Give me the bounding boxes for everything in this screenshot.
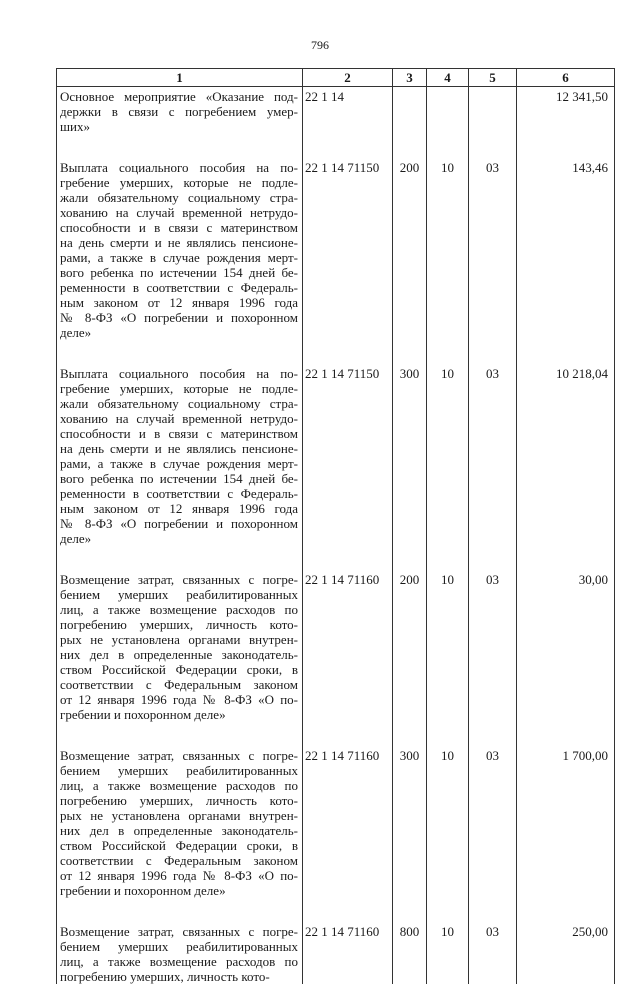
row-subsection-code: 03: [469, 922, 517, 984]
row-amount: 10 218,04: [517, 364, 615, 546]
spacer-cell: [469, 722, 517, 746]
table-row: [57, 746, 615, 898]
description-line: погребению умерших, личность кото-: [60, 969, 298, 984]
row-spacer: [57, 546, 615, 570]
description-line: хованию на случай временной нетрудо-: [60, 411, 298, 426]
description-line: от 12 января 1996 года № 8-ФЗ «О по-: [60, 868, 298, 883]
description-line: погребению умерших, личность кото-: [60, 793, 298, 808]
spacer-cell: [517, 340, 615, 364]
row-expense-type-code: 300: [393, 364, 427, 546]
table-row: [57, 364, 615, 546]
row-description: [57, 746, 303, 898]
spacer-cell: [427, 546, 469, 570]
spacer-cell: [517, 134, 615, 158]
description-line: рых не установлена органами внутрен-: [60, 632, 298, 647]
description-line: ным законом от 12 января 1996 года: [60, 295, 298, 310]
description-line: хованию на случай временной нетрудо-: [60, 205, 298, 220]
row-description: [57, 570, 303, 722]
row-amount: 143,46: [517, 158, 615, 340]
column-header-4: 4: [427, 69, 469, 87]
description-line: погребению умерших, личность кото-: [60, 617, 298, 632]
spacer-cell: [57, 134, 303, 158]
spacer-cell: [303, 546, 393, 570]
row-target-article-code: 22 1 14 71160: [303, 570, 393, 722]
description-line: лиц, а также возмещение расходов по: [60, 602, 298, 617]
row-amount: 12 341,50: [517, 87, 615, 135]
row-target-article-code: 22 1 14 71160: [303, 746, 393, 898]
description-line: соответствии с Федеральным законом: [60, 853, 298, 868]
description-line: гребении и похоронном деле»: [60, 883, 298, 898]
row-expense-type-code: 200: [393, 158, 427, 340]
spacer-cell: [469, 898, 517, 922]
description-line: держки в связи с погребением умер-: [60, 104, 298, 119]
row-section-code: 10: [427, 158, 469, 340]
description-line: Выплата социального пособия на по-: [60, 160, 298, 175]
row-description: [57, 87, 303, 135]
description-line: жали обязательному социальному стра-: [60, 396, 298, 411]
row-spacer: [57, 134, 615, 158]
description-line: на день смерти и не являлись пенсионе-: [60, 235, 298, 250]
spacer-cell: [427, 340, 469, 364]
description-line: ших»: [60, 119, 298, 134]
description-line: рых не установлена органами внутрен-: [60, 808, 298, 823]
description-line: гребение умерших, которые не подле-: [60, 381, 298, 396]
description-line: деле»: [60, 531, 298, 546]
description-line: вого ребенка по истечении 154 дней бе-: [60, 471, 298, 486]
description-line: Возмещение затрат, связанных с погре-: [60, 924, 298, 939]
row-subsection-code: 03: [469, 570, 517, 722]
description-line: бением умерших реабилитированных: [60, 763, 298, 778]
spacer-cell: [427, 898, 469, 922]
row-expense-type-code: 200: [393, 570, 427, 722]
table-row: [57, 158, 615, 340]
row-section-code: [427, 87, 469, 135]
row-spacer: [57, 340, 615, 364]
spacer-cell: [469, 546, 517, 570]
description-line: ным законом от 12 января 1996 года: [60, 501, 298, 516]
spacer-cell: [393, 722, 427, 746]
description-line: них дел в определенные законодатель-: [60, 823, 298, 838]
spacer-cell: [57, 722, 303, 746]
description-line: Возмещение затрат, связанных с погре-: [60, 572, 298, 587]
table-header: [57, 69, 615, 87]
page-number: 796: [0, 38, 640, 53]
column-header-3: 3: [393, 69, 427, 87]
row-target-article-code: 22 1 14 71150: [303, 158, 393, 340]
row-subsection-code: [469, 87, 517, 135]
description-line: ством Российской Федерации сроки, в: [60, 838, 298, 853]
description-line: них дел в определенные законодатель-: [60, 647, 298, 662]
row-description: [57, 158, 303, 340]
row-section-code: 10: [427, 922, 469, 984]
description-line: способности и в связи с материнством: [60, 426, 298, 441]
row-target-article-code: 22 1 14 71150: [303, 364, 393, 546]
description-line: № 8-ФЗ «О погребении и похоронном: [60, 310, 298, 325]
description-line: ременности в соответствии с Федераль-: [60, 280, 298, 295]
column-header-1: 1: [57, 69, 303, 87]
spacer-cell: [303, 134, 393, 158]
description-line: лиц, а также возмещение расходов по: [60, 954, 298, 969]
description-line: деле»: [60, 325, 298, 340]
row-amount: 30,00: [517, 570, 615, 722]
description-line: Возмещение затрат, связанных с погре-: [60, 748, 298, 763]
description-line: рами, а также в случае рождения мерт-: [60, 250, 298, 265]
description-line: жали обязательному социальному стра-: [60, 190, 298, 205]
spacer-cell: [517, 722, 615, 746]
description-line: Основное мероприятие «Оказание под-: [60, 89, 298, 104]
description-line: лиц, а также возмещение расходов по: [60, 778, 298, 793]
row-amount: 1 700,00: [517, 746, 615, 898]
spacer-cell: [517, 898, 615, 922]
column-header-2: 2: [303, 69, 393, 87]
description-line: на день смерти и не являлись пенсионе-: [60, 441, 298, 456]
spacer-cell: [393, 134, 427, 158]
row-target-article-code: 22 1 14 71160: [303, 922, 393, 984]
column-header-6: 6: [517, 69, 615, 87]
table-row: [57, 922, 615, 984]
description-line: соответствии с Федеральным законом: [60, 677, 298, 692]
description-line: бением умерших реабилитированных: [60, 587, 298, 602]
column-header-5: 5: [469, 69, 517, 87]
row-subsection-code: 03: [469, 746, 517, 898]
description-line: № 8-ФЗ «О погребении и похоронном: [60, 516, 298, 531]
row-section-code: 10: [427, 570, 469, 722]
description-line: способности и в связи с материнством: [60, 220, 298, 235]
row-expense-type-code: 300: [393, 746, 427, 898]
description-line: бением умерших реабилитированных: [60, 939, 298, 954]
table-row: [57, 87, 615, 135]
spacer-cell: [393, 546, 427, 570]
description-line: ством Российской Федерации сроки, в: [60, 662, 298, 677]
spacer-cell: [469, 340, 517, 364]
spacer-cell: [427, 134, 469, 158]
table-row: [57, 570, 615, 722]
row-spacer: [57, 898, 615, 922]
row-amount: 250,00: [517, 922, 615, 984]
description-line: ременности в соответствии с Федераль-: [60, 486, 298, 501]
row-target-article-code: 22 1 14: [303, 87, 393, 135]
description-line: гребении и похоронном деле»: [60, 707, 298, 722]
description-line: Выплата социального пособия на по-: [60, 366, 298, 381]
row-spacer: [57, 722, 615, 746]
row-section-code: 10: [427, 746, 469, 898]
row-subsection-code: 03: [469, 364, 517, 546]
spacer-cell: [303, 898, 393, 922]
spacer-cell: [303, 340, 393, 364]
row-description: [57, 922, 303, 984]
spacer-cell: [57, 546, 303, 570]
spacer-cell: [57, 340, 303, 364]
description-line: гребение умерших, которые не подле-: [60, 175, 298, 190]
description-line: от 12 января 1996 года № 8-ФЗ «О по-: [60, 692, 298, 707]
description-line: рами, а также в случае рождения мерт-: [60, 456, 298, 471]
table-body: [57, 87, 615, 984]
spacer-cell: [303, 722, 393, 746]
budget-table: [56, 68, 615, 984]
spacer-cell: [427, 722, 469, 746]
spacer-cell: [57, 898, 303, 922]
spacer-cell: [393, 898, 427, 922]
row-expense-type-code: [393, 87, 427, 135]
row-section-code: 10: [427, 364, 469, 546]
spacer-cell: [469, 134, 517, 158]
description-line: вого ребенка по истечении 154 дней бе-: [60, 265, 298, 280]
row-expense-type-code: 800: [393, 922, 427, 984]
row-description: [57, 364, 303, 546]
spacer-cell: [393, 340, 427, 364]
row-subsection-code: 03: [469, 158, 517, 340]
spacer-cell: [517, 546, 615, 570]
